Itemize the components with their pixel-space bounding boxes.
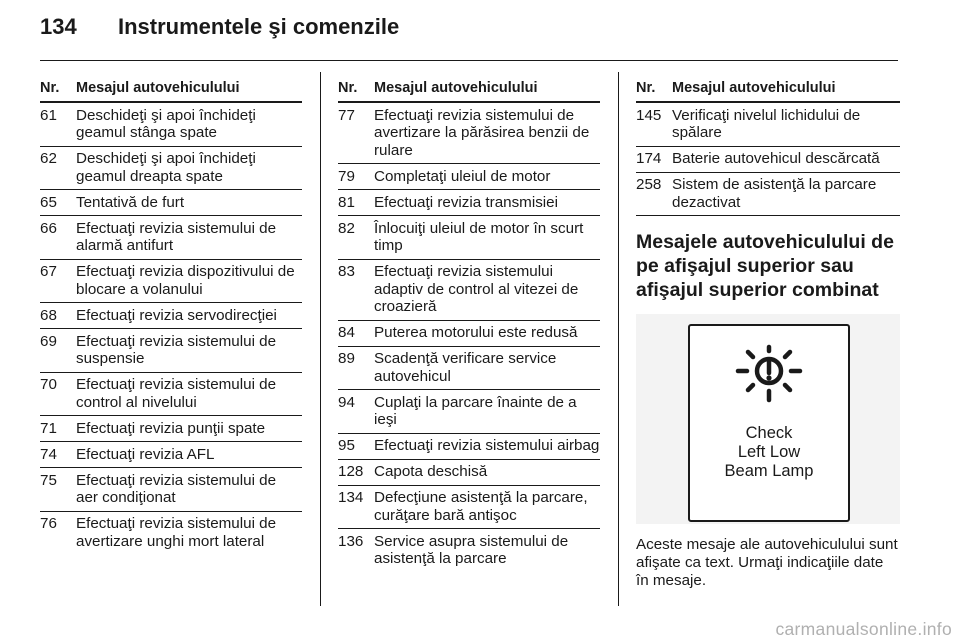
table-row xyxy=(338,434,600,460)
message-text: Scadenţă verificare service autovehicul xyxy=(374,350,557,385)
table-row xyxy=(636,173,900,217)
message-text: Baterie autovehicul descărcată xyxy=(672,150,880,167)
message-number: 74 xyxy=(40,445,57,463)
table-row xyxy=(338,347,600,391)
display-message: Check Left Low Beam Lamp xyxy=(724,424,814,480)
table-header xyxy=(636,80,900,103)
message-number: 66 xyxy=(40,219,57,237)
table-row xyxy=(338,103,600,164)
message-text: Efectuaţi revizia sistemului de aer condiţionat xyxy=(76,471,277,506)
table-row xyxy=(40,512,302,555)
message-text: Efectuaţi revizia sistemului de avertizare unghi mort lateral xyxy=(76,515,277,550)
message-text: Efectuaţi revizia sistemului adaptiv de control al vitezei de croazieră xyxy=(374,263,579,315)
table-row xyxy=(338,164,600,190)
message-number: 68 xyxy=(40,306,57,324)
table-row xyxy=(338,529,600,572)
message-number: 95 xyxy=(338,437,355,454)
display-panel xyxy=(688,324,850,522)
message-number: 258 xyxy=(636,176,662,193)
table-row xyxy=(40,468,302,512)
table-rows xyxy=(338,103,600,572)
message-number: 75 xyxy=(40,471,57,489)
table-row xyxy=(338,390,600,434)
header-nr: Nr. xyxy=(338,80,358,96)
message-number: 69 xyxy=(40,332,57,350)
message-table-column-2 xyxy=(338,80,600,572)
table-row xyxy=(338,190,600,216)
message-text: Deschideţi şi apoi închideţi geamul dreapta spate xyxy=(76,150,256,185)
lamp-warning-icon xyxy=(734,344,804,404)
message-number: 62 xyxy=(40,150,57,167)
message-text: Efectuaţi revizia sistemului de control al nivelului xyxy=(76,376,277,411)
message-number: 134 xyxy=(338,489,364,506)
message-text: Defecţiune asistenţă la parcare, curăţare bară antişoc xyxy=(374,489,588,524)
message-text: Deschideţi şi apoi închideţi geamul stânga spate xyxy=(76,106,256,141)
table-rows xyxy=(636,103,900,216)
message-text: Efectuaţi revizia AFL xyxy=(76,445,215,463)
message-text: Cuplaţi la parcare înainte de a ieşi xyxy=(374,393,577,428)
message-number: 70 xyxy=(40,376,57,393)
column-divider xyxy=(618,72,619,606)
table-row xyxy=(338,216,600,260)
table-row xyxy=(636,103,900,147)
header-message: Mesajul autovehiculului xyxy=(76,80,240,96)
message-text: Service asupra sistemului de asistenţă la parcare xyxy=(374,532,569,567)
table-row xyxy=(338,260,600,321)
message-text: Efectuaţi revizia sistemului de avertizare la părăsirea benzii de rulare xyxy=(374,106,590,159)
display-figure xyxy=(636,314,900,524)
page-number: 134 xyxy=(40,14,77,39)
table-row xyxy=(338,460,600,486)
message-number: 65 xyxy=(40,193,57,211)
message-number: 67 xyxy=(40,263,57,280)
message-number: 82 xyxy=(338,219,355,237)
message-text: Puterea motorului este redusă xyxy=(374,324,578,341)
table-row xyxy=(40,416,302,442)
table-row xyxy=(40,190,302,216)
message-table-column-3 xyxy=(636,80,900,590)
message-text: Efectuaţi revizia transmisiei xyxy=(374,193,559,211)
table-header xyxy=(338,80,600,103)
header-message: Mesajul autovehiculului xyxy=(374,80,538,96)
message-text: Înlocuiţi uleiul de motor în scurt timp xyxy=(374,219,584,254)
message-number: 81 xyxy=(338,193,355,211)
section-title: Mesajele autovehiculului de pe afişajul superior sau afişajul superior combinat xyxy=(636,231,894,301)
header-message: Mesajul autovehiculului xyxy=(672,80,836,96)
message-number: 84 xyxy=(338,324,355,341)
message-text: Completaţi uleiul de motor xyxy=(374,167,551,185)
message-table-column-1 xyxy=(40,80,302,554)
message-number: 136 xyxy=(338,532,364,550)
message-number: 76 xyxy=(40,515,57,532)
table-rows xyxy=(40,103,302,554)
table-row xyxy=(40,260,302,304)
message-number: 61 xyxy=(40,106,57,124)
header-nr: Nr. xyxy=(40,80,60,96)
message-number: 79 xyxy=(338,167,355,185)
table-header xyxy=(40,80,302,103)
message-text: Efectuaţi revizia sistemului de alarmă antifurt xyxy=(76,219,277,254)
body-paragraph: Aceste mesaje ale autovehiculului sunt afişate ca text. Urmaţi indicaţiile date în mesaje. xyxy=(636,536,898,589)
watermark: carmanualsonline.info xyxy=(775,619,952,639)
table-row xyxy=(40,442,302,468)
message-text: Tentativă de furt xyxy=(76,193,185,211)
table-row xyxy=(40,373,302,417)
message-number: 71 xyxy=(40,419,57,437)
message-text: Efectuaţi revizia sistemului airbag xyxy=(374,437,600,454)
header-rule xyxy=(40,60,898,61)
page-header xyxy=(40,14,399,40)
message-number: 174 xyxy=(636,150,662,167)
message-text: Efectuaţi revizia punţii spate xyxy=(76,419,266,437)
message-number: 94 xyxy=(338,393,355,411)
table-row xyxy=(40,216,302,260)
message-text: Efectuaţi revizia dispozitivului de blocare a volanului xyxy=(76,263,295,298)
message-number: 77 xyxy=(338,106,355,124)
message-number: 89 xyxy=(338,350,355,367)
message-text: Efectuaţi revizia servodirecţiei xyxy=(76,306,277,324)
table-row xyxy=(40,147,302,191)
message-text: Verificaţi nivelul lichidului de spălare xyxy=(672,106,861,141)
header-nr: Nr. xyxy=(636,80,656,96)
message-number: 128 xyxy=(338,463,364,480)
table-row xyxy=(338,321,600,347)
table-row xyxy=(40,329,302,373)
table-row xyxy=(636,147,900,173)
table-row xyxy=(40,103,302,147)
message-text: Sistem de asistenţă la parcare dezactivat xyxy=(672,176,877,211)
message-number: 145 xyxy=(636,106,662,124)
message-text: Capota deschisă xyxy=(374,463,488,480)
table-row xyxy=(40,303,302,329)
column-divider xyxy=(320,72,321,606)
page-title: Instrumentele şi comenzile xyxy=(118,14,400,39)
message-text: Efectuaţi revizia sistemului de suspensie xyxy=(76,332,277,367)
table-row xyxy=(338,486,600,530)
message-number: 83 xyxy=(338,263,355,280)
